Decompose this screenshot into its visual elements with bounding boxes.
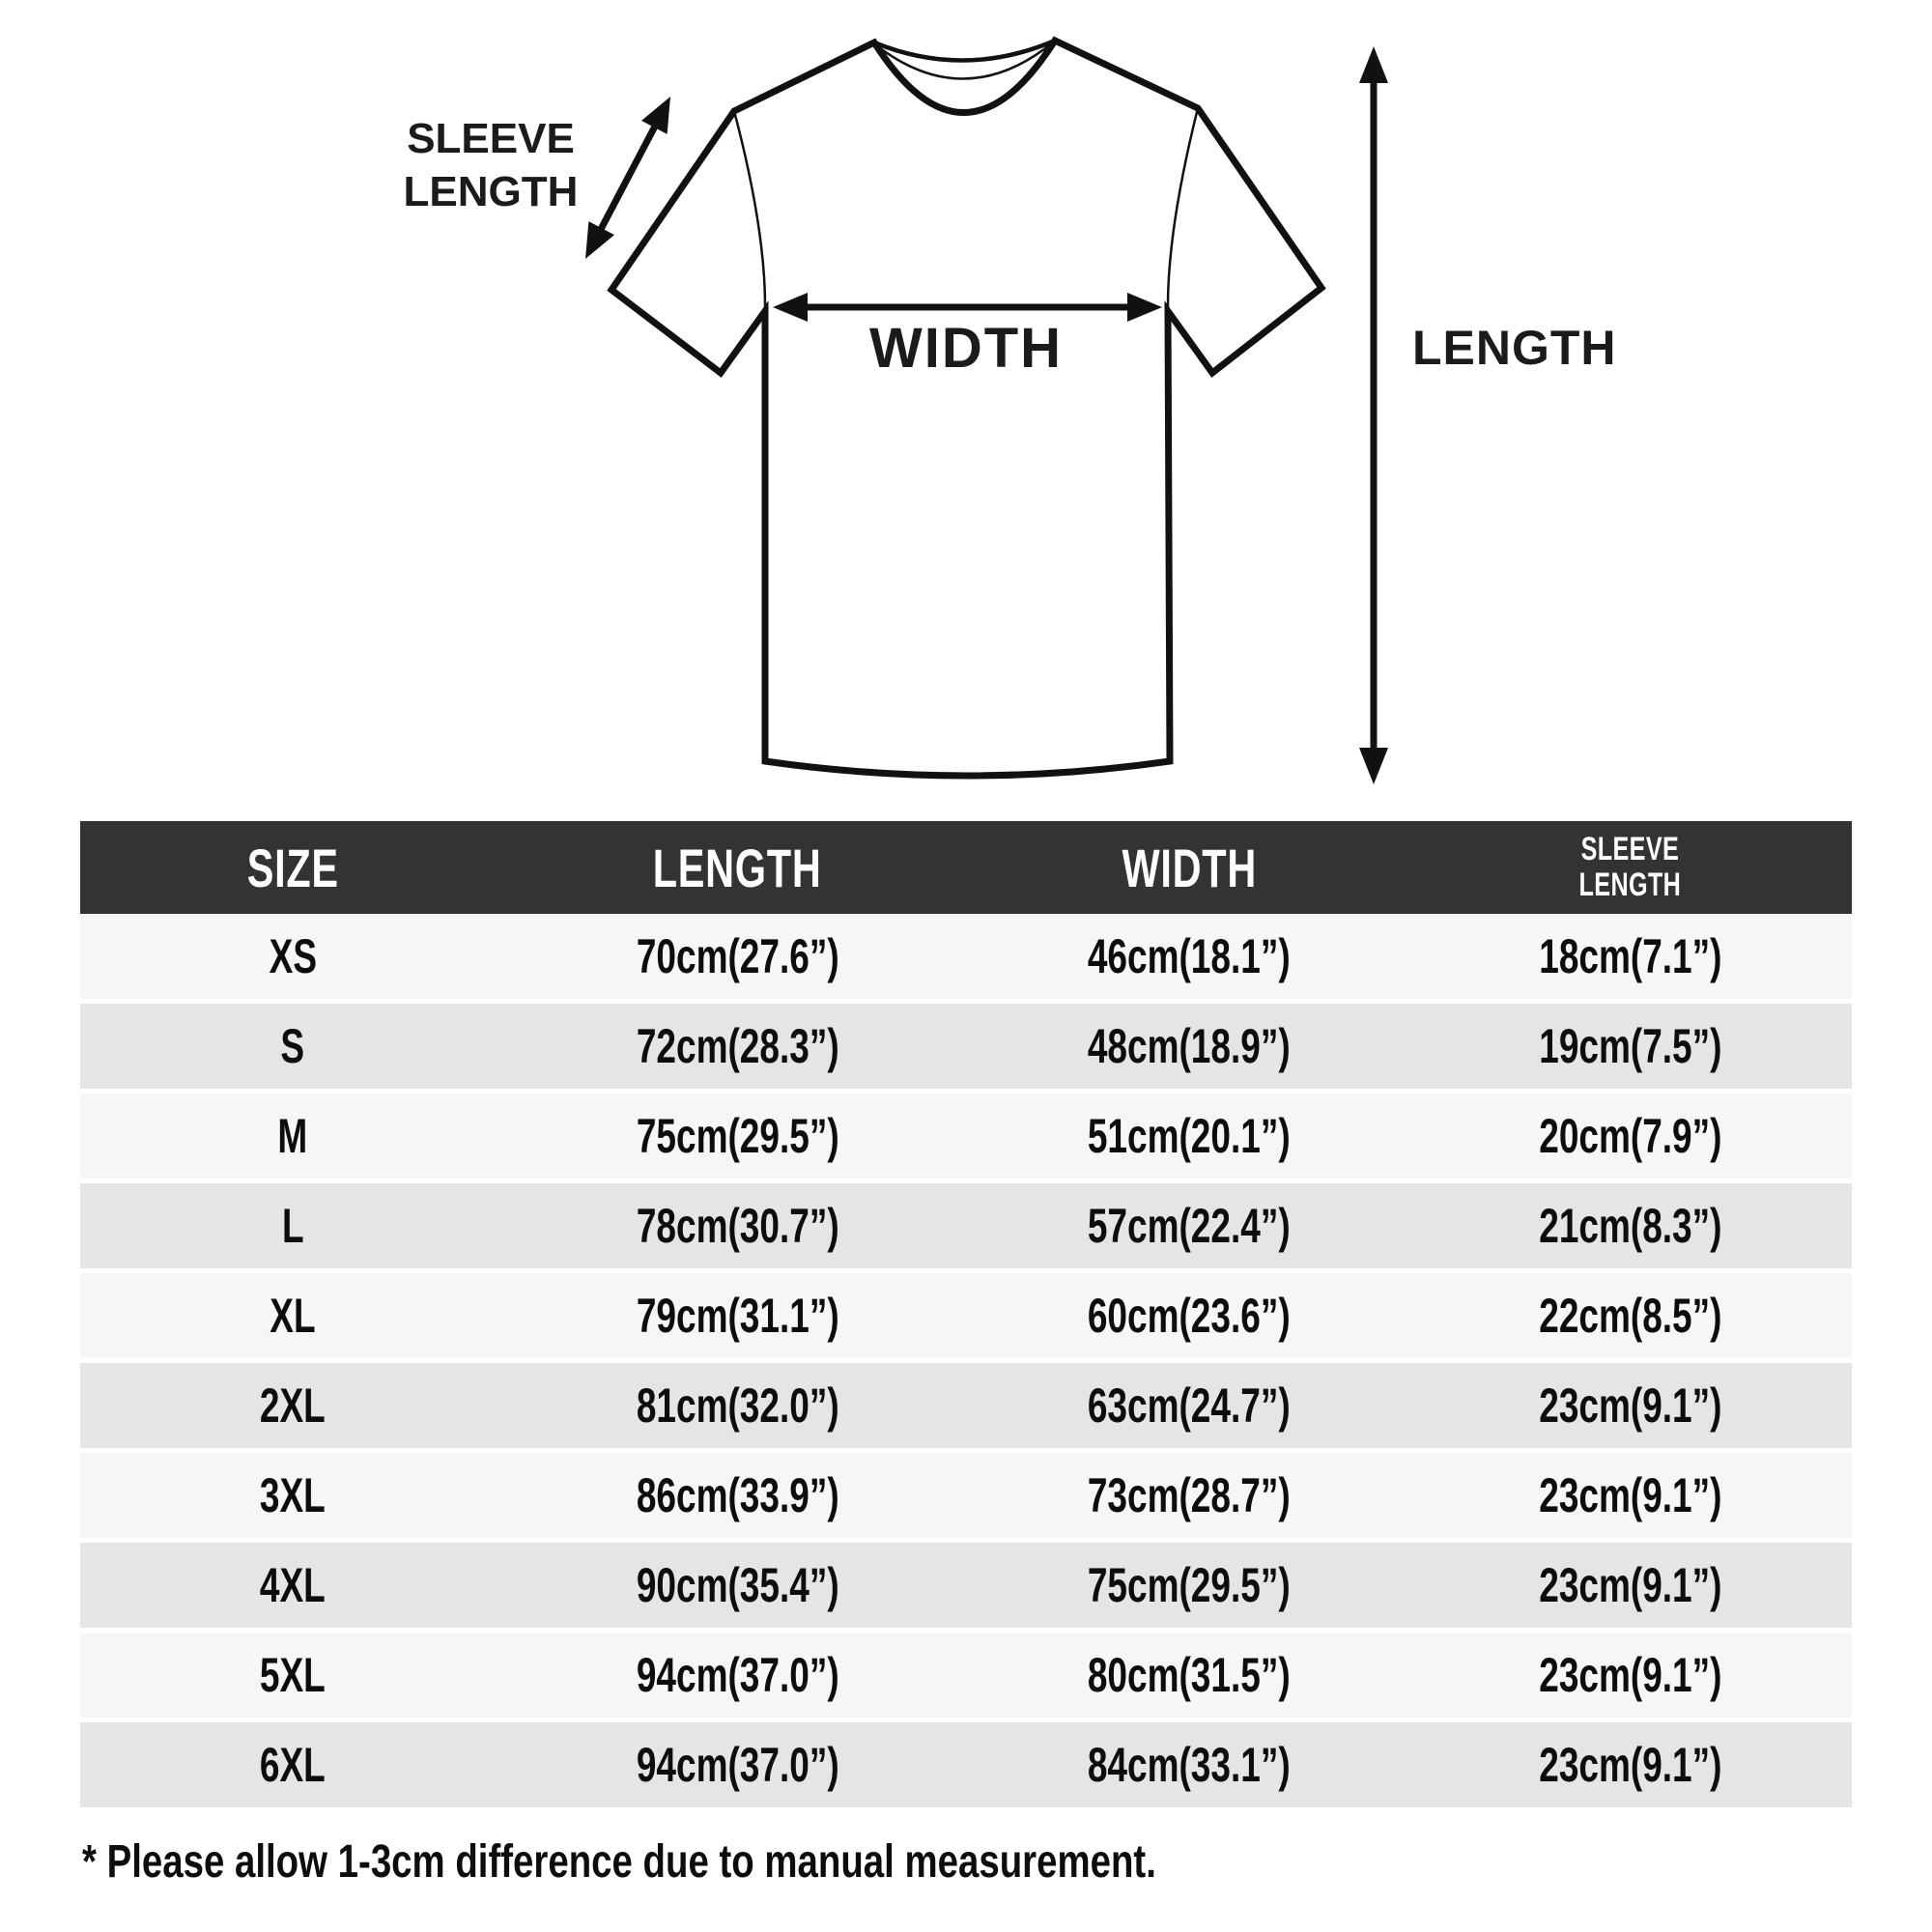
width-cell: 84cm(33.1”) [1088, 1738, 1291, 1792]
width-cell: 46cm(18.1”) [1088, 929, 1291, 983]
table-row-s [80, 1004, 1852, 1089]
length-cell: 70cm(27.6”) [636, 929, 839, 983]
sleeve-cell: 23cm(9.1”) [1539, 1738, 1722, 1792]
size-cell: XS [269, 929, 317, 983]
header-length [505, 821, 970, 914]
size-cell: 4XL [260, 1558, 327, 1612]
length-cell: 86cm(33.9”) [636, 1468, 839, 1522]
collar-back-line [874, 41, 1055, 61]
header-width-label: WIDTH [1122, 837, 1257, 898]
header-size [80, 821, 505, 914]
table-row-l [80, 1183, 1852, 1268]
sleeve-cell: 20cm(7.9”) [1539, 1109, 1722, 1163]
size-cell: M [277, 1109, 308, 1163]
length-cell: 75cm(29.5”) [636, 1109, 839, 1163]
table-row-2xl [80, 1363, 1852, 1448]
table-header-row [80, 821, 1852, 914]
width-cell: 51cm(20.1”) [1088, 1109, 1291, 1163]
table-row-m [80, 1094, 1852, 1179]
header-sleeve-length [1408, 821, 1852, 914]
size-cell: S [280, 1019, 305, 1073]
size-cell: XL [270, 1289, 316, 1343]
sleeve-cell: 23cm(9.1”) [1539, 1648, 1722, 1702]
size-chart-table [80, 821, 1852, 1807]
length-cell: 94cm(37.0”) [636, 1648, 839, 1702]
size-cell: 5XL [260, 1648, 327, 1702]
table-row-4xl [80, 1543, 1852, 1628]
header-length-label: LENGTH [653, 837, 822, 898]
header-width [970, 821, 1409, 914]
size-cell: L [281, 1199, 304, 1253]
table-row-xs [80, 914, 1852, 999]
width-cell: 60cm(23.6”) [1088, 1289, 1291, 1343]
sleeve-cell: 23cm(9.1”) [1539, 1468, 1722, 1522]
size-cell: 3XL [260, 1468, 327, 1522]
table-row-xl [80, 1273, 1852, 1358]
sleeve-cell: 18cm(7.1”) [1539, 929, 1722, 983]
table-row-6xl [80, 1722, 1852, 1807]
header-size-label: SIZE [246, 837, 339, 898]
length-cell: 72cm(28.3”) [636, 1019, 839, 1073]
length-cell: 90cm(35.4”) [636, 1558, 839, 1612]
table-row-3xl [80, 1453, 1852, 1538]
length-label: LENGTH [1412, 321, 1617, 375]
width-cell: 75cm(29.5”) [1088, 1558, 1291, 1612]
length-cell: 78cm(30.7”) [636, 1199, 839, 1253]
length-arrow [1359, 46, 1388, 784]
width-cell: 63cm(24.7”) [1088, 1378, 1291, 1433]
sleeve-cell: 22cm(8.5”) [1539, 1289, 1722, 1343]
sleeve-cell: 23cm(9.1”) [1539, 1378, 1722, 1433]
size-cell: 6XL [260, 1738, 327, 1792]
tshirt-diagram-svg [0, 0, 1932, 821]
tshirt-outline [611, 41, 1321, 776]
width-cell: 73cm(28.7”) [1088, 1468, 1291, 1522]
size-cell: 2XL [260, 1378, 327, 1433]
measurement-disclaimer-text: * Please allow 1-3cm difference due to manual measurement. [82, 1836, 1156, 1888]
sleeve-length-label-line1: SLEEVE [407, 115, 575, 162]
header-sleeve-length-label: SLEEVE LENGTH [1578, 830, 1682, 903]
sleeve-cell: 19cm(7.5”) [1539, 1019, 1722, 1073]
width-cell: 57cm(22.4”) [1088, 1199, 1291, 1253]
width-cell: 80cm(31.5”) [1088, 1648, 1291, 1702]
table-row-5xl [80, 1633, 1852, 1718]
sleeve-cell: 21cm(8.3”) [1539, 1199, 1722, 1253]
tshirt-measurement-diagram [0, 0, 1932, 821]
sleeve-cell: 23cm(9.1”) [1539, 1558, 1722, 1612]
length-cell: 94cm(37.0”) [636, 1738, 839, 1792]
length-cell: 79cm(31.1”) [636, 1289, 839, 1343]
measurement-disclaimer [82, 1835, 1425, 1889]
width-cell: 48cm(18.9”) [1088, 1019, 1291, 1073]
tshirt-body-path [611, 41, 1321, 776]
sleeve-length-label-line2: LENGTH [403, 168, 579, 215]
width-label: WIDTH [868, 317, 1064, 380]
length-cell: 81cm(32.0”) [636, 1378, 839, 1433]
